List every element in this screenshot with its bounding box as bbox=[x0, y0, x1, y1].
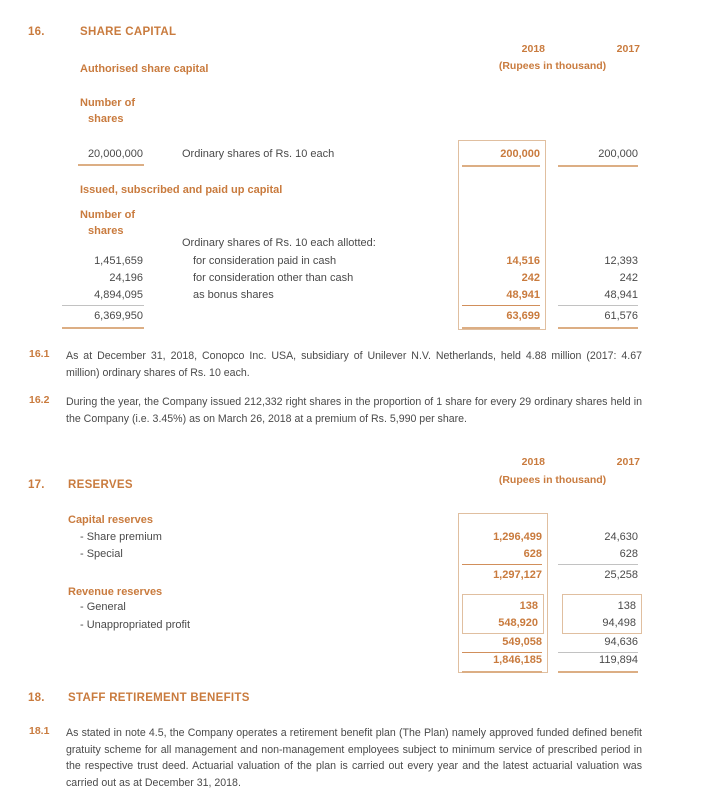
capital-reserves-subtotal-2018: 1,297,127 bbox=[493, 569, 542, 581]
reserves-2017-grand-total-underline bbox=[558, 671, 638, 673]
allotted-caption: Ordinary shares of Rs. 10 each allotted: bbox=[182, 237, 376, 249]
revenue-reserve-row-0-label: - General bbox=[80, 601, 126, 613]
column-header-2017-share-capital: 2017 bbox=[616, 43, 640, 55]
revenue-reserves-heading: Revenue reserves bbox=[68, 586, 163, 598]
authorised-2018-underline bbox=[462, 165, 540, 167]
authorised-value-2017: 200,000 bbox=[598, 148, 638, 160]
column-header-2018-reserves: 2018 bbox=[521, 456, 545, 468]
reserves-2017-grand-total-rule bbox=[558, 652, 638, 653]
issued-row-1-value-2018: 242 bbox=[521, 272, 540, 284]
revenue-reserves-subtotal-2018: 549,058 bbox=[502, 636, 542, 648]
capital-reserve-row-1-value-2018: 628 bbox=[523, 548, 542, 560]
revenue-reserve-row-0-value-2017: 138 bbox=[617, 600, 636, 612]
reserves-grand-total-2018: 1,846,185 bbox=[493, 654, 542, 666]
note-18-1-number: 18.1 bbox=[29, 725, 50, 737]
units-label-reserves: (Rupees in thousand) bbox=[498, 474, 607, 486]
issued-row-1-description: for consideration other than cash bbox=[193, 272, 354, 284]
issued-number-of-shares-line2: shares bbox=[88, 225, 124, 237]
issued-row-2-description: as bonus shares bbox=[193, 289, 274, 301]
issued-row-0-shares: 1,451,659 bbox=[94, 255, 143, 267]
column-header-2018-share-capital: 2018 bbox=[521, 43, 545, 55]
authorised-share-capital-heading: Authorised share capital bbox=[80, 63, 209, 75]
section-17-number: 17. bbox=[28, 479, 45, 491]
issued-total-2018: 63,699 bbox=[506, 310, 540, 322]
issued-2018-total-rule bbox=[462, 305, 540, 306]
authorised-shares-underline bbox=[78, 164, 144, 166]
note-18-1-text: As stated in note 4.5, the Company operates a retirement benefit plan (The Plan) namely approved funded defined benefit gratuity scheme for all management and non-management employees subject to minimum service of prescribed period in the respective trust deed. Actuarial valuation of the plan is carried out every year and the latest actuarial valuation was carried out as at December 31, 2018. bbox=[66, 727, 642, 789]
note-16-2-text: During the year, the Company issued 212,332 right shares in the proportion of 1 share for every 29 ordinary shares held in the Company (i.e. 3.45%) as on March 26, 2018 at a premium of Rs. 5,990 per share. bbox=[66, 396, 642, 425]
capital-reserves-heading: Capital reserves bbox=[68, 514, 153, 526]
note-16-2-number: 16.2 bbox=[29, 394, 50, 406]
issued-row-1-shares: 24,196 bbox=[109, 272, 143, 284]
note-16-1-text: As at December 31, 2018, Conopco Inc. USA, subsidiary of Unilever N.V. Netherlands, held 4.88 million (2017: 4.67 million) ordinary shares of Rs. 10 each. bbox=[66, 350, 642, 379]
authorised-shares-count: 20,000,000 bbox=[87, 148, 143, 160]
capital-reserves-subtotal-2017: 25,258 bbox=[604, 569, 638, 581]
issued-total-shares: 6,369,950 bbox=[94, 310, 143, 322]
issued-2017-total-underline bbox=[558, 327, 638, 329]
section-16-number: 16. bbox=[28, 26, 45, 38]
units-label-share-capital: (Rupees in thousand) bbox=[498, 60, 607, 72]
reserves-2018-grand-total-underline bbox=[462, 671, 542, 673]
authorised-row-description: Ordinary shares of Rs. 10 each bbox=[182, 148, 335, 160]
issued-2017-total-rule bbox=[558, 305, 638, 306]
reserves-grand-total-2017: 119,894 bbox=[599, 654, 638, 666]
note-16-1-number: 16.1 bbox=[29, 348, 50, 360]
share-capital-2018-box bbox=[458, 140, 546, 330]
capital-reserve-row-0-value-2018: 1,296,499 bbox=[493, 531, 542, 543]
capital-reserve-row-1-value-2017: 628 bbox=[619, 548, 638, 560]
issued-shares-total-rule bbox=[62, 305, 144, 306]
issued-row-2-value-2018: 48,941 bbox=[506, 289, 540, 301]
column-header-2017-reserves: 2017 bbox=[616, 456, 640, 468]
issued-number-of-shares-line1: Number of bbox=[80, 209, 135, 221]
capital-reserve-row-0-value-2017: 24,630 bbox=[604, 531, 638, 543]
revenue-reserve-row-1-label: - Unappropriated profit bbox=[80, 619, 191, 631]
section-18-title: STAFF RETIREMENT BENEFITS bbox=[68, 692, 250, 704]
issued-2018-total-underline bbox=[462, 327, 540, 329]
issued-row-2-value-2017: 48,941 bbox=[604, 289, 638, 301]
authorised-2017-underline bbox=[558, 165, 638, 167]
capital-reserve-row-1-label: - Special bbox=[80, 548, 123, 560]
section-18-number: 18. bbox=[28, 692, 45, 704]
issued-capital-heading: Issued, subscribed and paid up capital bbox=[80, 184, 283, 196]
capital-reserves-2017-subtotal-rule bbox=[558, 564, 638, 565]
issued-row-1-value-2017: 242 bbox=[619, 272, 638, 284]
revenue-reserves-subtotal-2017: 94,636 bbox=[604, 636, 638, 648]
issued-row-0-value-2018: 14,516 bbox=[506, 255, 540, 267]
section-17-title: RESERVES bbox=[68, 479, 133, 491]
issued-row-0-value-2017: 12,393 bbox=[604, 255, 638, 267]
revenue-reserve-row-1-value-2018: 548,920 bbox=[498, 617, 538, 629]
revenue-reserve-row-0-value-2018: 138 bbox=[519, 600, 538, 612]
capital-reserves-2018-subtotal-rule bbox=[462, 564, 542, 565]
issued-total-2017: 61,576 bbox=[604, 310, 638, 322]
capital-reserve-row-0-label: - Share premium bbox=[80, 531, 162, 543]
number-of-shares-label-line2: shares bbox=[88, 113, 124, 125]
reserves-2018-grand-total-rule bbox=[462, 652, 542, 653]
issued-shares-total-underline bbox=[62, 327, 144, 329]
issued-row-0-description: for consideration paid in cash bbox=[193, 255, 337, 267]
section-16-title: SHARE CAPITAL bbox=[80, 26, 177, 38]
revenue-reserve-row-1-value-2017: 94,498 bbox=[602, 617, 636, 629]
number-of-shares-label-line1: Number of bbox=[80, 97, 135, 109]
issued-row-2-shares: 4,894,095 bbox=[94, 289, 143, 301]
authorised-value-2018: 200,000 bbox=[500, 148, 540, 160]
